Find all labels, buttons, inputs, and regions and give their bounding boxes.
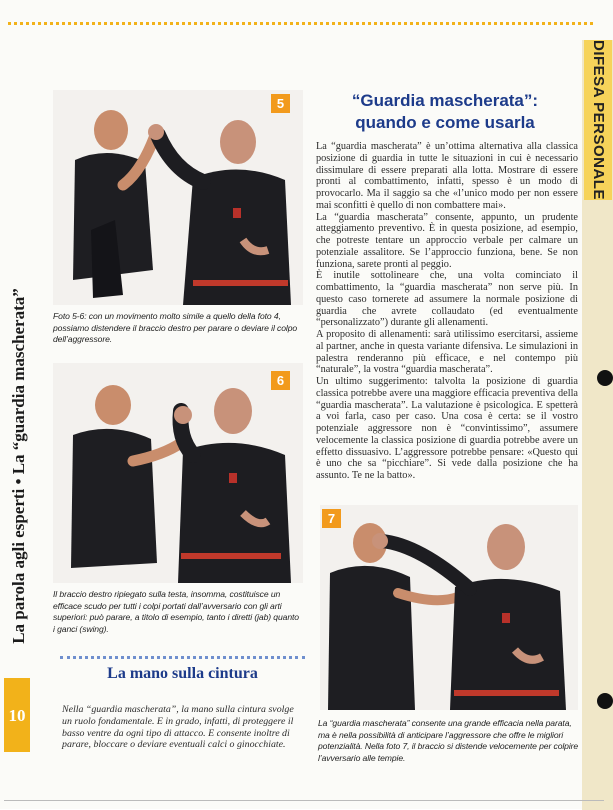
top-dotted-rule — [8, 22, 593, 25]
bottom-rule — [4, 800, 604, 801]
article-body — [316, 141, 578, 482]
page-number: 10 — [8, 706, 26, 725]
side-header-text: La parola agli esperti • La “guardia mascherata” — [9, 288, 28, 644]
article-title: “Guardia mascherata”: quando e come usarla — [351, 91, 539, 132]
photo-6 — [53, 363, 303, 583]
article-paragraph: Un ultimo suggerimento: talvolta la posizione di guardia classica potrebbe avere una maggiore efficacia preventiva della “guardia mascherata”. La valutazione è psicologica. E spetterà a voi farla, caso per caso. Una cosa è certa: se il vostro potenziale aggressore non è “convintissimo”, assumere velocemente la classica posizione di guardia potrebbe avere un effetto dissuasivo. L’aggressore potrebbe pensare: «Questo qui è uno che sa “picchiare”. Si vede dalla posizione che ha assunto. Te ne la batto». — [316, 376, 578, 481]
section-tab: DIFESA PERSONALE — [584, 40, 612, 200]
photo-5-illustration — [53, 90, 303, 305]
article-paragraph: La “guardia mascherata” consente, appunto, un prudente atteggiamento preventivo. È in questa posizione, ad esempio, che potreste tentare un approccio verbale per calmare un potenziale assalitore. Se l’approccio funziona, bene. Se non funziona, sarete pronti al peggio. — [316, 211, 578, 270]
photo-7-illustration — [320, 505, 578, 710]
photo-6-caption: Il braccio destro ripiegato sulla testa, insomma, costituisce un efficace scudo per tutti i colpi portati dall’avversario con gli arti superiori: può parare, a titolo di esempio, tanto i diretti (jab) quanto i ganci (swing). — [53, 589, 299, 634]
article-paragraph: A proposito di allenamenti: sarà utilissimo esercitarsi, assieme al partner, anche in questa variante difensiva. Le simulazioni in palestra renderanno più efficace, e nel contempo più “naturale”, la vostra “guardia mascherata”. — [316, 329, 578, 376]
section-title: La mano sulla cintura — [107, 665, 258, 682]
photo-6-number: 6 — [271, 371, 290, 390]
photo-5 — [53, 90, 303, 305]
photo-7-number: 7 — [322, 509, 341, 528]
photo-7-caption: La “guardia mascherata” consente una grande efficacia nella parata, ma è nella possibilità di anticipare l’aggressore che offre le migliori potenzialità. Nella foto 7, il braccio si distende velocemente per colpire l’avversario alle tempie. — [318, 718, 579, 763]
article-paragraph: È inutile sottolineare che, una volta cominciato il combattimento, la “guardia mascherata” non serve più. In questo caso tornerete ad assumere la normale posizione di guardia che avrete collaudato (ed eventualmente “personalizzato”) durante gli allenamenti. — [316, 270, 578, 329]
photo-5-number: 5 — [271, 94, 290, 113]
photo-6-illustration — [53, 363, 303, 583]
section-text: Nella “guardia mascherata”, la mano sulla cintura svolge un ruolo fondamentale. E in grado, infatti, di proteggere il basso ventre da ogni tipo di attacco. E consente inoltre di parare, bloccare o deviare eventuali calci o ginocchiate. — [62, 704, 294, 751]
section-dotted-rule — [60, 656, 305, 659]
binder-hole — [597, 693, 613, 709]
photo-7 — [320, 505, 578, 710]
photo-5-caption: Foto 5-6: con un movimento molto simile a quello della foto 4, possiamo distendere il braccio destro per parare o deviare il colpo dell’aggressore. — [53, 311, 298, 344]
side-header — [4, 258, 30, 678]
article-paragraph: La “guardia mascherata” è un’ottima alternativa alla classica posizione di guardia in tutte le situazioni in cui è necessario dissimulare di essere preparati alla lotta. Mostrare di essere pronti al combattimento, infatti, spesso è un modo di provocarlo. Ma il saggio sa che «l’unico modo per non essere mai sconfitti è quello di non combattere mai». — [316, 141, 578, 211]
page-number-box — [4, 678, 30, 752]
binder-hole — [597, 370, 613, 386]
